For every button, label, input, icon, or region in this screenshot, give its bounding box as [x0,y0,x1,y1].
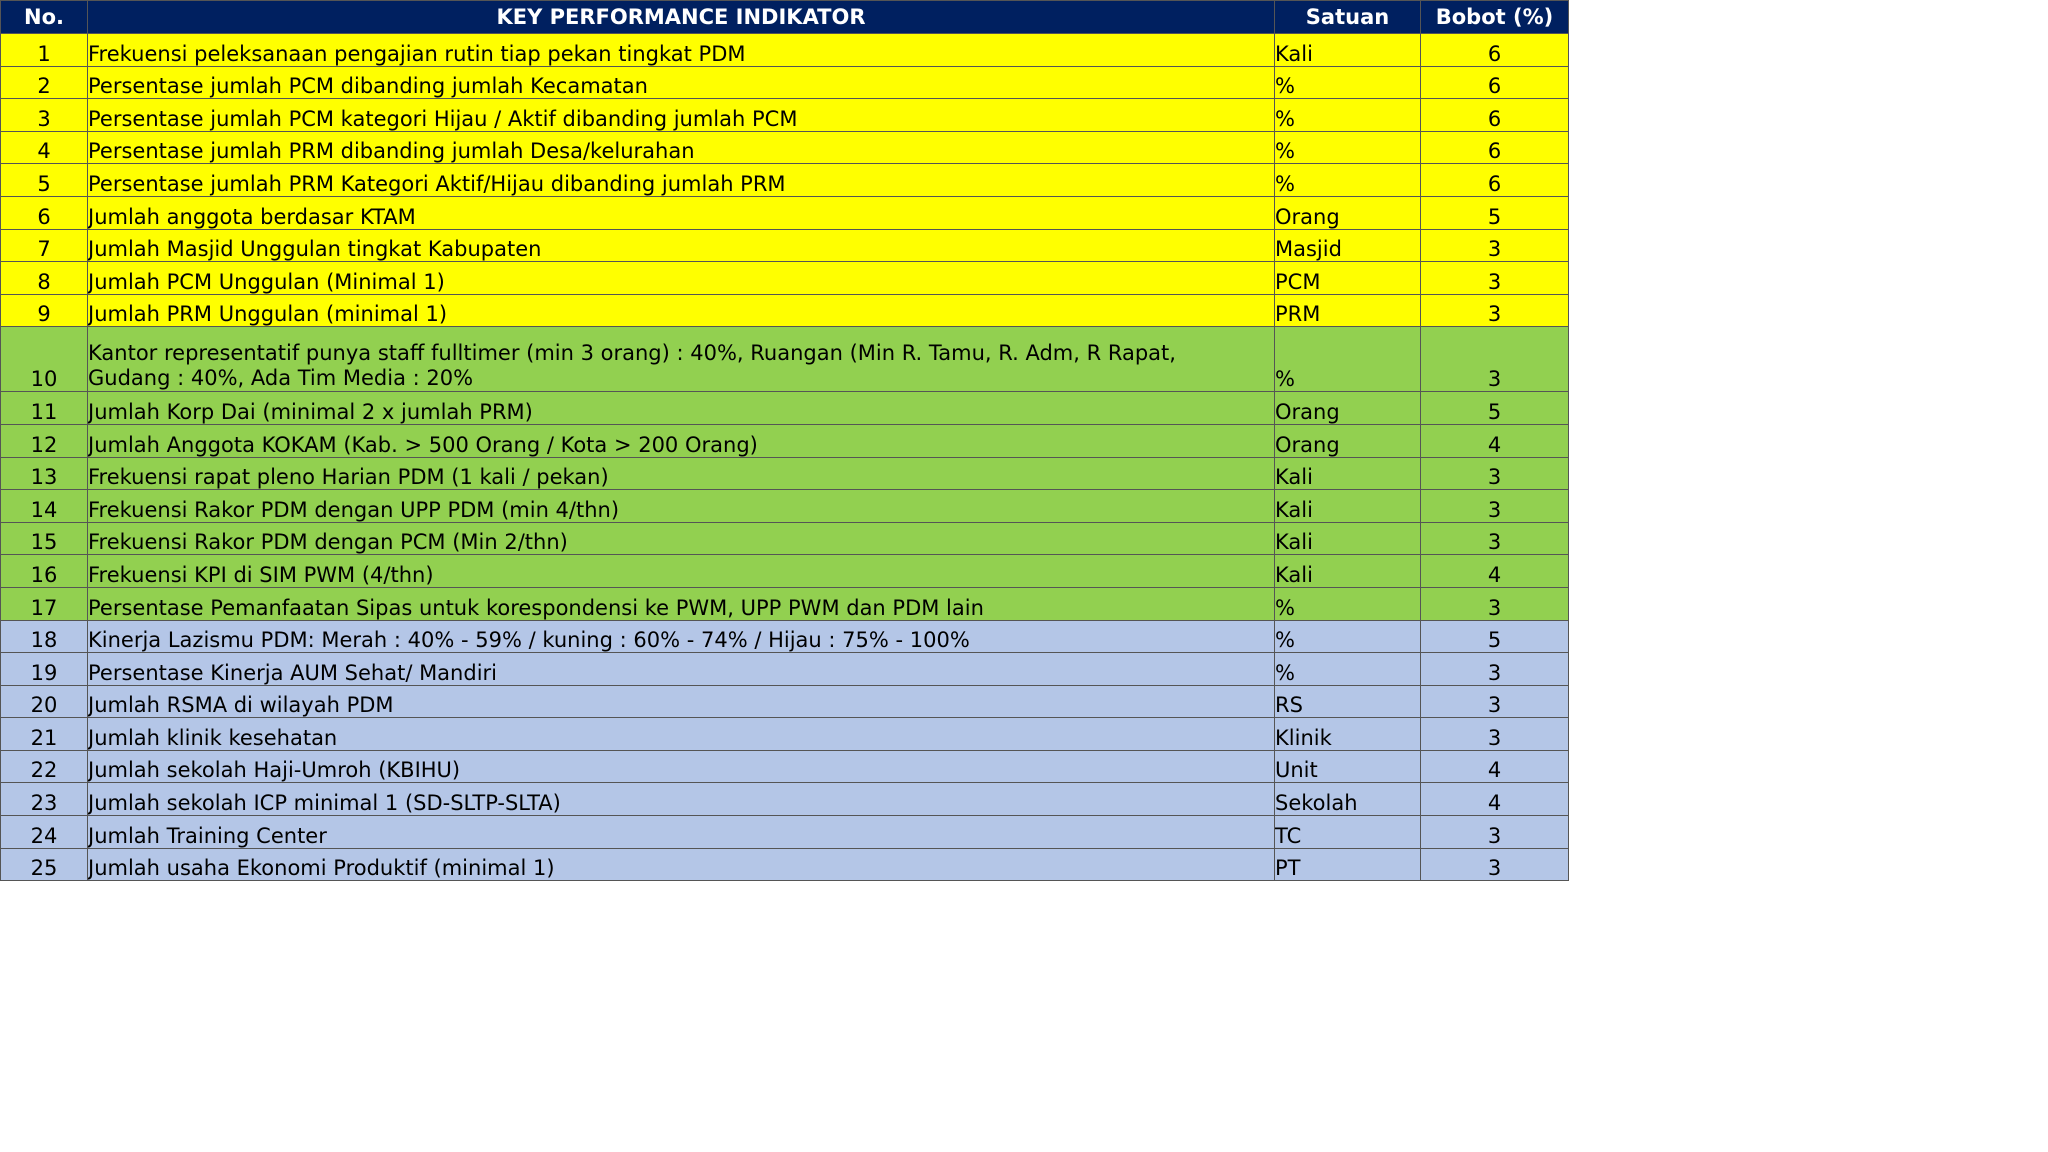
row-number: 16 [1,555,88,588]
row-unit: TC [1275,816,1421,849]
row-indicator: Jumlah Training Center [88,816,1275,849]
row-indicator: Jumlah PRM Unggulan (minimal 1) [88,294,1275,327]
row-unit: Kali [1275,555,1421,588]
table-row [1,587,1569,620]
row-unit: % [1275,587,1421,620]
row-weight: 3 [1421,294,1569,327]
row-weight: 5 [1421,392,1569,425]
row-number: 6 [1,196,88,229]
table-row [1,653,1569,686]
row-indicator: Kinerja Lazismu PDM: Merah : 40% - 59% / kuning : 60% - 74% / Hijau : 75% - 100% [88,620,1275,653]
row-indicator: Persentase jumlah PRM Kategori Aktif/Hijau dibanding jumlah PRM [88,164,1275,197]
row-number: 21 [1,718,88,751]
header-no: No. [1,1,88,34]
row-unit: % [1275,327,1421,392]
row-indicator: Frekuensi peleksanaan pengajian rutin tiap pekan tingkat PDM [88,34,1275,67]
table-row [1,555,1569,588]
row-number: 2 [1,66,88,99]
row-unit: % [1275,164,1421,197]
row-weight: 3 [1421,262,1569,295]
row-unit: % [1275,66,1421,99]
row-indicator: Frekuensi rapat pleno Harian PDM (1 kali / pekan) [88,457,1275,490]
header-row [1,1,1569,34]
table-row [1,131,1569,164]
table-row [1,164,1569,197]
row-number: 25 [1,848,88,881]
row-number: 13 [1,457,88,490]
row-indicator: Persentase Kinerja AUM Sehat/ Mandiri [88,653,1275,686]
table-row [1,262,1569,295]
row-number: 7 [1,229,88,262]
row-unit: % [1275,131,1421,164]
row-weight: 6 [1421,131,1569,164]
row-unit: Kali [1275,490,1421,523]
row-unit: Masjid [1275,229,1421,262]
row-unit: PCM [1275,262,1421,295]
row-weight: 6 [1421,164,1569,197]
table-row [1,99,1569,132]
row-weight: 3 [1421,457,1569,490]
row-weight: 3 [1421,848,1569,881]
row-weight: 3 [1421,653,1569,686]
row-number: 19 [1,653,88,686]
row-weight: 4 [1421,750,1569,783]
row-indicator: Jumlah PCM Unggulan (Minimal 1) [88,262,1275,295]
row-indicator: Jumlah anggota berdasar KTAM [88,196,1275,229]
row-weight: 5 [1421,196,1569,229]
row-unit: Kali [1275,522,1421,555]
row-unit: Orang [1275,196,1421,229]
row-unit: PT [1275,848,1421,881]
row-indicator: Jumlah Anggota KOKAM (Kab. > 500 Orang / Kota > 200 Orang) [88,424,1275,457]
table-row [1,196,1569,229]
row-number: 17 [1,587,88,620]
row-weight: 6 [1421,99,1569,132]
row-unit: % [1275,99,1421,132]
row-unit: Unit [1275,750,1421,783]
header-weight: Bobot (%) [1421,1,1569,34]
row-unit: Klinik [1275,718,1421,751]
row-indicator: Jumlah sekolah Haji-Umroh (KBIHU) [88,750,1275,783]
table-row [1,848,1569,881]
row-weight: 3 [1421,229,1569,262]
row-weight: 3 [1421,718,1569,751]
header-unit: Satuan [1275,1,1421,34]
row-unit: Kali [1275,34,1421,67]
table-row [1,620,1569,653]
row-number: 4 [1,131,88,164]
row-number: 23 [1,783,88,816]
kpi-table-body [1,34,1569,881]
row-indicator: Persentase jumlah PRM dibanding jumlah Desa/kelurahan [88,131,1275,164]
table-row [1,816,1569,849]
row-unit: % [1275,653,1421,686]
row-weight: 3 [1421,685,1569,718]
table-row [1,457,1569,490]
row-indicator: Jumlah klinik kesehatan [88,718,1275,751]
row-unit: Kali [1275,457,1421,490]
row-weight: 5 [1421,620,1569,653]
table-row [1,783,1569,816]
row-number: 14 [1,490,88,523]
table-row [1,490,1569,523]
row-number: 10 [1,327,88,392]
table-row [1,294,1569,327]
row-weight: 3 [1421,327,1569,392]
header-indicator: KEY PERFORMANCE INDIKATOR [88,1,1275,34]
row-indicator: Kantor representatif punya staff fulltimer (min 3 orang) : 40%, Ruangan (Min R. Tamu, R. Adm, R Rapat, Gudang : 40%, Ada Tim Media : 20% [88,327,1275,392]
row-number: 11 [1,392,88,425]
row-indicator: Persentase jumlah PCM kategori Hijau / Aktif dibanding jumlah PCM [88,99,1275,132]
row-number: 18 [1,620,88,653]
row-number: 12 [1,424,88,457]
row-indicator: Frekuensi Rakor PDM dengan UPP PDM (min 4/thn) [88,490,1275,523]
row-number: 24 [1,816,88,849]
row-indicator: Persentase jumlah PCM dibanding jumlah Kecamatan [88,66,1275,99]
table-row [1,718,1569,751]
row-number: 15 [1,522,88,555]
row-unit: Orang [1275,424,1421,457]
row-indicator: Frekuensi Rakor PDM dengan PCM (Min 2/thn) [88,522,1275,555]
row-indicator: Jumlah usaha Ekonomi Produktif (minimal 1) [88,848,1275,881]
row-unit: RS [1275,685,1421,718]
table-row [1,522,1569,555]
row-indicator: Jumlah sekolah ICP minimal 1 (SD-SLTP-SLTA) [88,783,1275,816]
row-unit: % [1275,620,1421,653]
row-weight: 3 [1421,490,1569,523]
row-indicator: Jumlah Masjid Unggulan tingkat Kabupaten [88,229,1275,262]
table-row [1,750,1569,783]
row-number: 20 [1,685,88,718]
table-row [1,34,1569,67]
row-indicator: Jumlah Korp Dai (minimal 2 x jumlah PRM) [88,392,1275,425]
row-indicator: Jumlah RSMA di wilayah PDM [88,685,1275,718]
table-row [1,392,1569,425]
row-unit: Orang [1275,392,1421,425]
row-weight: 6 [1421,34,1569,67]
table-row [1,424,1569,457]
row-weight: 3 [1421,816,1569,849]
table-row [1,66,1569,99]
row-unit: Sekolah [1275,783,1421,816]
row-weight: 3 [1421,522,1569,555]
table-row [1,229,1569,262]
row-number: 1 [1,34,88,67]
table-row [1,685,1569,718]
row-indicator: Frekuensi KPI di SIM PWM (4/thn) [88,555,1275,588]
row-number: 3 [1,99,88,132]
row-number: 9 [1,294,88,327]
row-weight: 4 [1421,783,1569,816]
row-weight: 3 [1421,587,1569,620]
row-unit: PRM [1275,294,1421,327]
row-number: 22 [1,750,88,783]
row-indicator: Persentase Pemanfaatan Sipas untuk korespondensi ke PWM, UPP PWM dan PDM lain [88,587,1275,620]
row-weight: 4 [1421,424,1569,457]
table-row [1,327,1569,392]
row-weight: 4 [1421,555,1569,588]
row-weight: 6 [1421,66,1569,99]
row-number: 5 [1,164,88,197]
row-number: 8 [1,262,88,295]
